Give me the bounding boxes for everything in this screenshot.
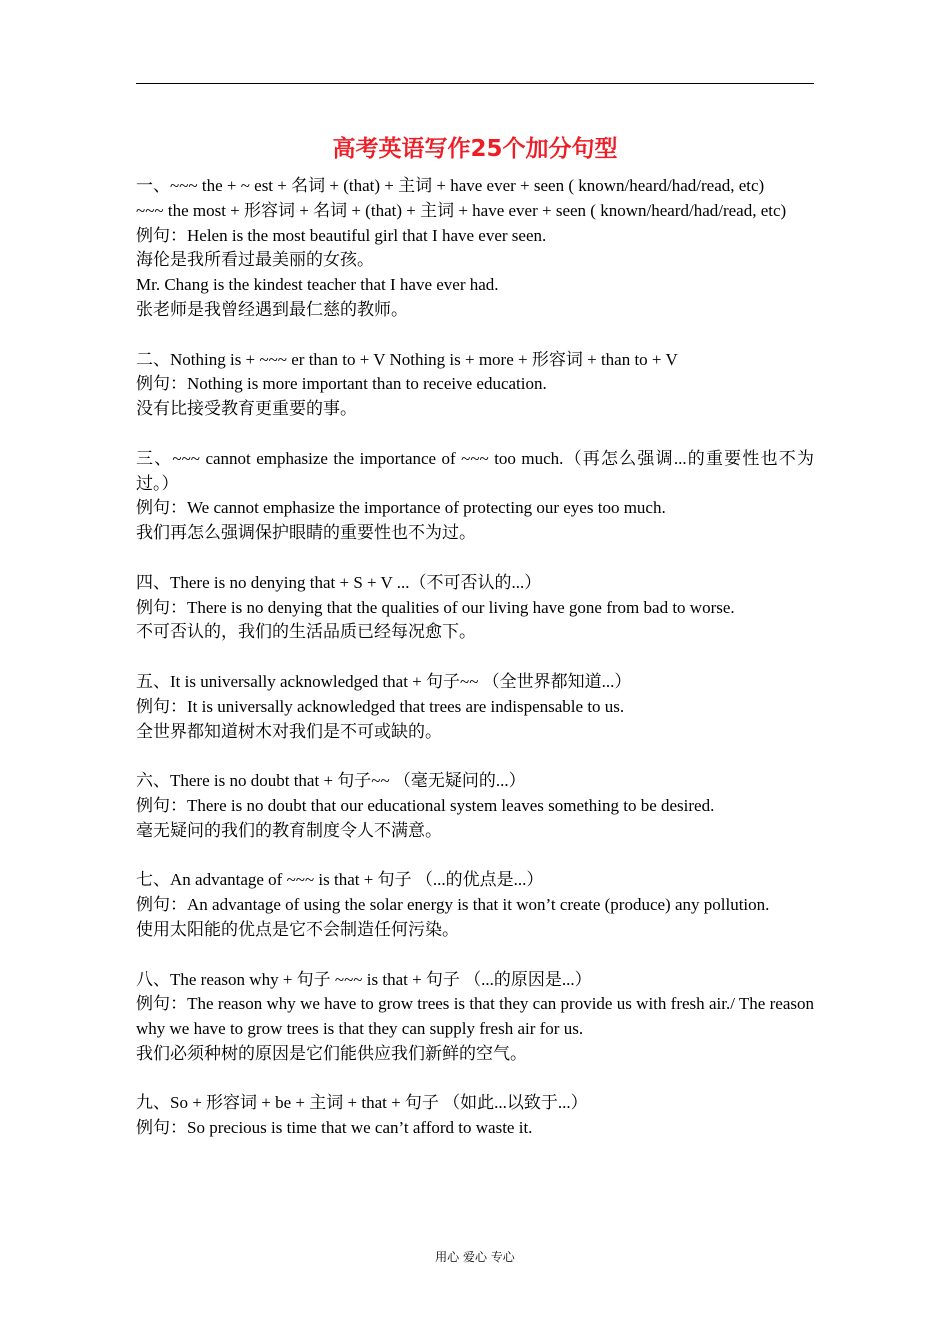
- document-title: 高考英语写作25个加分句型: [332, 136, 618, 162]
- section-spacer: [136, 323, 814, 348]
- section-3: [136, 447, 814, 546]
- section-7-example-1: 例句：An advantage of using the solar energy is that it won’t create (produce) any pollution.: [136, 895, 770, 915]
- section-9-example-1: 例句：So precious is time that we can’t afford to waste it.: [136, 1118, 533, 1138]
- section-8-pattern: 八、The reason why + 句子 ~~~ is that + 句子 （...的原因是...）: [136, 969, 592, 989]
- section-7-pattern: 七、An advantage of ~~~ is that + 句子 （...的优点是...）: [136, 870, 544, 890]
- section-1: [136, 174, 814, 323]
- section-7-translation-1: 使用太阳能的优点是它不会制造任何污染。: [136, 919, 459, 939]
- section-spacer: [136, 1067, 814, 1092]
- document-body: [136, 174, 814, 1141]
- section-2-example-1: 例句：Nothing is more important than to receive education.: [136, 374, 547, 394]
- header-rule: [136, 83, 814, 84]
- section-4-pattern: 四、There is no denying that + S + V ...（不可否认的...）: [136, 572, 542, 592]
- section-6: [136, 769, 814, 843]
- section-8-example-1: 例句：The reason why we have to grow trees is that they can provide us with fresh air./ The reason why we have to grow trees is that they can supply fresh air for us.: [136, 994, 814, 1039]
- section-2-translation-1: 没有比接受教育更重要的事。: [136, 399, 357, 419]
- section-7: [136, 868, 814, 942]
- section-1-translation-1: 海伦是我所看过最美丽的女孩。: [136, 250, 374, 270]
- section-1-pattern-alt: ~~~ the most + 形容词 + 名词 + (that) + 主词 + have ever + seen ( known/heard/had/read, etc): [136, 200, 787, 220]
- section-1-example-2: Mr. Chang is the kindest teacher that I have ever had.: [136, 275, 499, 295]
- section-2-pattern: 二、Nothing is + ~~~ er than to + V Nothing is + more + 形容词 + than to + V: [136, 349, 678, 369]
- section-1-pattern: 一、~~~ the + ~ est + 名词 + (that) + 主词 + have ever + seen ( known/heard/had/read, etc): [136, 176, 765, 195]
- section-4: [136, 571, 814, 645]
- section-8: [136, 968, 814, 1067]
- section-spacer: [136, 744, 814, 769]
- section-5: [136, 670, 814, 744]
- section-6-example-1: 例句：There is no doubt that our educational system leaves something to be desired.: [136, 795, 715, 815]
- section-2: [136, 348, 814, 422]
- section-6-pattern: 六、There is no doubt that + 句子~~ （毫无疑问的...）: [136, 771, 526, 791]
- section-4-example-1: 例句：There is no denying that the qualities of our living have gone from bad to worse.: [136, 597, 735, 617]
- section-6-translation-1: 毫无疑问的我们的教育制度令人不满意。: [136, 820, 442, 840]
- section-8-translation-1: 我们必须种树的原因是它们能供应我们新鲜的空气。: [136, 1043, 527, 1063]
- section-9-pattern: 九、So + 形容词 + be + 主词 + that + 句子 （如此...以致于...）: [136, 1093, 588, 1113]
- section-spacer: [136, 844, 814, 869]
- section-spacer: [136, 645, 814, 670]
- section-5-translation-1: 全世界都知道树木对我们是不可或缺的。: [136, 721, 442, 741]
- section-1-translation-2: 张老师是我曾经遇到最仁慈的教师。: [136, 299, 408, 319]
- section-5-pattern: 五、It is universally acknowledged that + 句子~~ （全世界都知道...）: [136, 671, 632, 691]
- section-3-example-1: 例句：We cannot emphasize the importance of protecting our eyes too much.: [136, 498, 666, 518]
- section-spacer: [136, 943, 814, 968]
- section-3-pattern: 三、~~~ cannot emphasize the importance of ~~~ too much.（再怎么强调...的重要性也不为过。）: [136, 448, 814, 493]
- section-5-example-1: 例句：It is universally acknowledged that trees are indispensable to us.: [136, 696, 625, 716]
- page-footer: 用心 爱心 专心: [435, 1250, 515, 1264]
- section-9: [136, 1091, 814, 1141]
- section-spacer: [136, 422, 814, 447]
- section-spacer: [136, 546, 814, 571]
- section-4-translation-1: 不可否认的，我们的生活品质已经每况愈下。: [136, 622, 476, 642]
- section-3-translation-1: 我们再怎么强调保护眼睛的重要性也不为过。: [136, 523, 476, 543]
- section-1-example-1: 例句：Helen is the most beautiful girl that I have ever seen.: [136, 225, 547, 245]
